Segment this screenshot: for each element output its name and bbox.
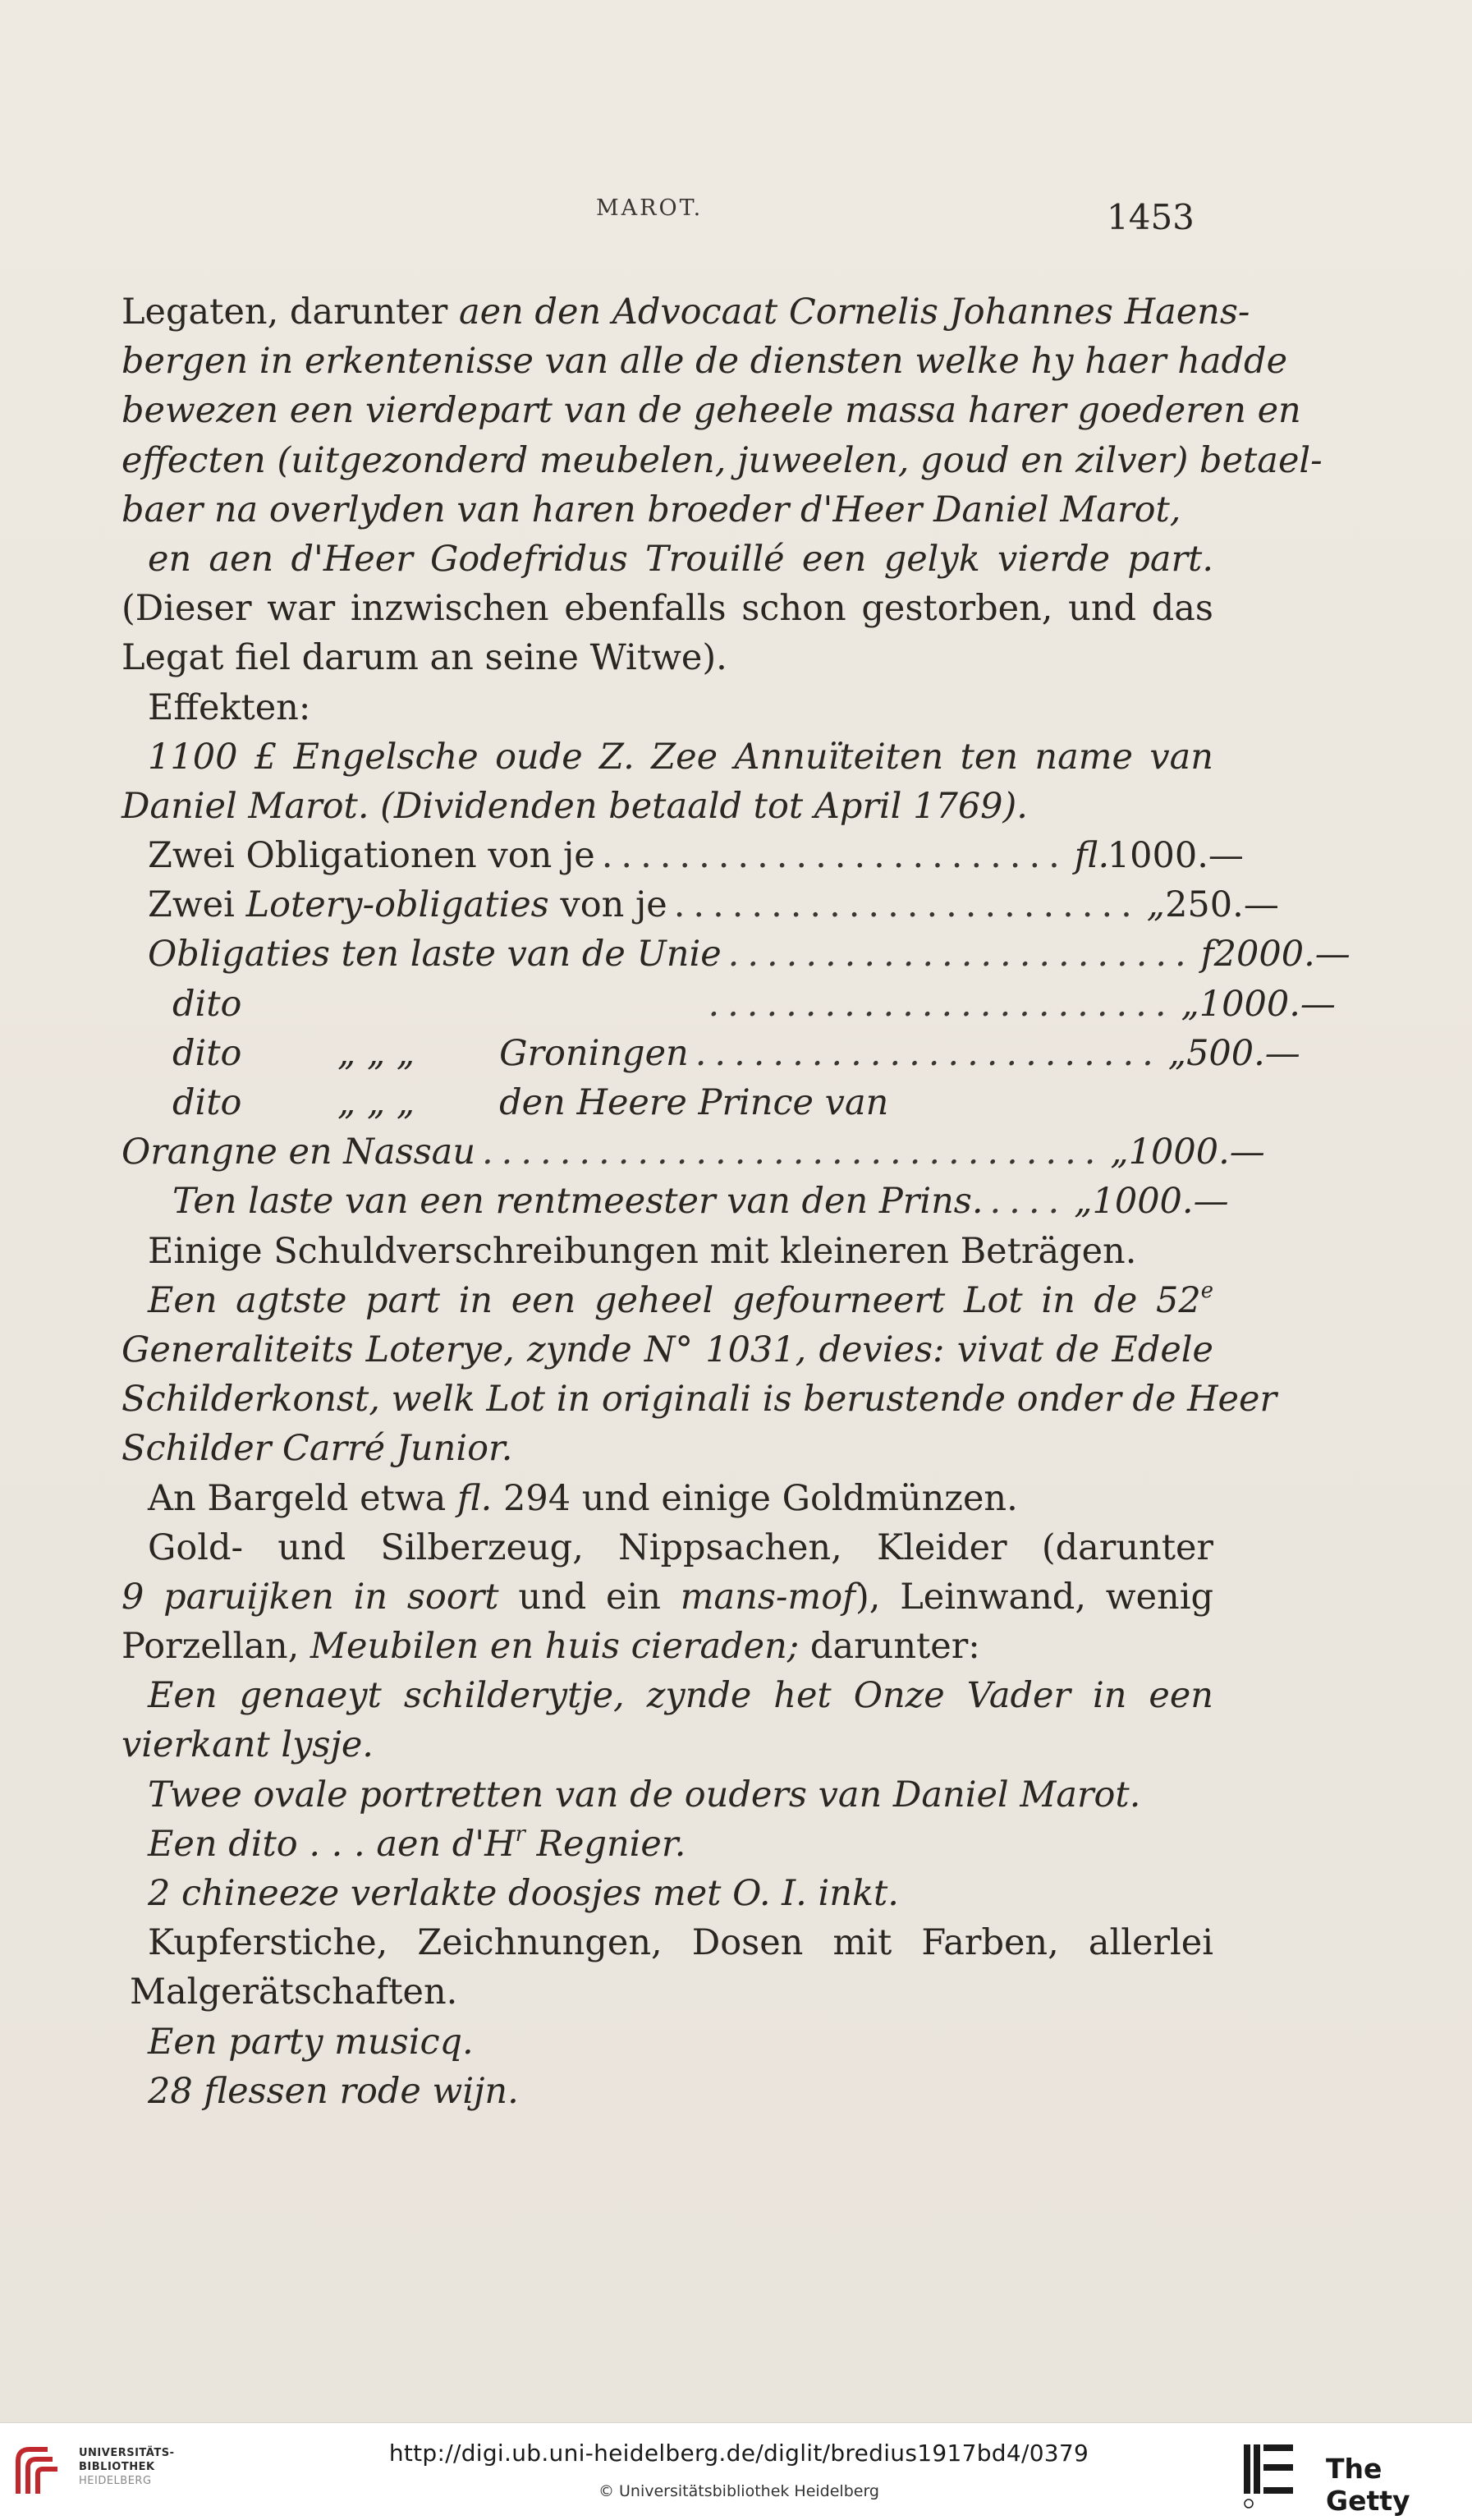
ledger-entry: Zwei Lotery-obligaties von je ........................ „ 250.— bbox=[148, 884, 1279, 926]
ledger-entry: Zwei Obligationen von je ........................ fl. 1000.— bbox=[148, 835, 1244, 877]
text-line: Gold- und Silberzeug, Nippsachen, Kleider (darunter bbox=[148, 1526, 1213, 1568]
page-body bbox=[122, 287, 1350, 2116]
text-line: Een party musicq. bbox=[148, 2021, 474, 2063]
page-number: 1453 bbox=[1107, 197, 1195, 237]
text-line: baer na overlyden van haren broeder d'Heer Daniel Marot, bbox=[122, 489, 1181, 530]
text-line: Twee ovale portretten van de ouders van Daniel Marot. bbox=[148, 1774, 1141, 1815]
footer-bar bbox=[0, 2422, 1472, 2520]
university-library-logo[interactable] bbox=[11, 2443, 176, 2500]
getty-name: The Getty bbox=[1326, 2453, 1410, 2517]
text-line: Porzellan, Meubilen en huis cieraden; darunter: bbox=[122, 1626, 980, 1668]
text-line: Einige Schuldverschreibungen mit kleineren Beträgen. bbox=[148, 1230, 1137, 1272]
text-line: 28 flessen rode wijn. bbox=[148, 2070, 519, 2112]
text-line: 2 chineeze verlakte doosjes met O. I. inkt. bbox=[148, 1873, 899, 1914]
ledger-entry: Ten laste van een rentmeester van den Prins. .... „ 1000.— bbox=[172, 1181, 1229, 1223]
text-line: effecten (uitgezonderd meubelen, juweelen, goud en zilver) betael- bbox=[122, 439, 1323, 481]
text-line: Malgerätschaften. bbox=[130, 1971, 458, 2013]
text-line: (Dieser war inzwischen ebenfalls schon gestorben, und das bbox=[122, 588, 1213, 630]
text-line: Een agtste part in een geheel gefourneert Lot in de 52e bbox=[148, 1278, 1213, 1321]
text-line: Een dito . . . aen $d'H^r$ Regnier. bbox=[148, 1821, 686, 1865]
getty-logo-icon[interactable] bbox=[1242, 2443, 1295, 2509]
ledger-entry: Orangne en Nassau ................................ „ 1000.— bbox=[122, 1131, 1265, 1173]
text-line: Kupferstiche, Zeichnungen, Dosen mit Farben, allerlei bbox=[148, 1922, 1213, 1964]
text-line: Generaliteits Loterye, zynde N° 1031, devies: vivat de Edele bbox=[122, 1329, 1213, 1370]
text-line: Daniel Marot. (Dividenden betaald tot April 1769). bbox=[122, 785, 1028, 827]
text-line: 9 paruijken in soort und ein mans-mof), Leinwand, wenig bbox=[122, 1576, 1214, 1618]
text-line: Legaten, darunter aen den Advocaat Cornelis Johannes Haens- bbox=[122, 291, 1250, 333]
ledger-entry: dito „ „ „ den Heere Prince van bbox=[172, 1082, 889, 1123]
ledger-entry: dito „ „ „ Groningen ........................ „ 500.— bbox=[172, 1032, 1300, 1074]
copyright-notice: © Universitätsbibliothek Heidelberg bbox=[598, 2482, 879, 2500]
text-line: 1100 £ Engelsche oude Z. Zee Annuïteiten ten name van bbox=[148, 736, 1213, 778]
text-line: Legat fiel darum an seine Witwe). bbox=[122, 637, 727, 679]
ub-logo-text: UNIVERSITÄTS- BIBLIOTHEK HEIDELBERG bbox=[79, 2447, 175, 2487]
ub-logo-mark-icon bbox=[11, 2443, 69, 2500]
ledger-entry: dito ........................ „ 1000.— bbox=[172, 983, 1336, 1025]
text-line: Schilderkonst, welk Lot in originali is berustende onder de Heer bbox=[122, 1379, 1277, 1421]
running-head: MAROT. bbox=[596, 195, 704, 221]
text-line: vierkant lysje. bbox=[122, 1724, 374, 1766]
ledger-entry: Obligaties ten laste van de Unie ........................ f 2000.— bbox=[148, 934, 1350, 975]
text-line: bewezen een vierdepart van de geheele massa harer goederen en bbox=[122, 390, 1301, 432]
text-line: Een genaeyt schilderytje, zynde het Onze Vader in een bbox=[148, 1675, 1213, 1717]
text-line: Effekten: bbox=[148, 686, 311, 728]
permalink-url[interactable]: http://digi.ub.uni-heidelberg.de/diglit/bredius1917bd4/0379 bbox=[388, 2440, 1089, 2467]
text-line: bergen in erkentenisse van alle de diensten welke hy haer hadde bbox=[122, 341, 1288, 383]
text-line: en aen d'Heer Godefridus Trouillé een gelyk vierde part. bbox=[148, 538, 1213, 580]
text-line: An Bargeld etwa fl. 294 und einige Goldmünzen. bbox=[148, 1477, 1018, 1519]
text-line: Schilder Carré Junior. bbox=[122, 1428, 513, 1470]
